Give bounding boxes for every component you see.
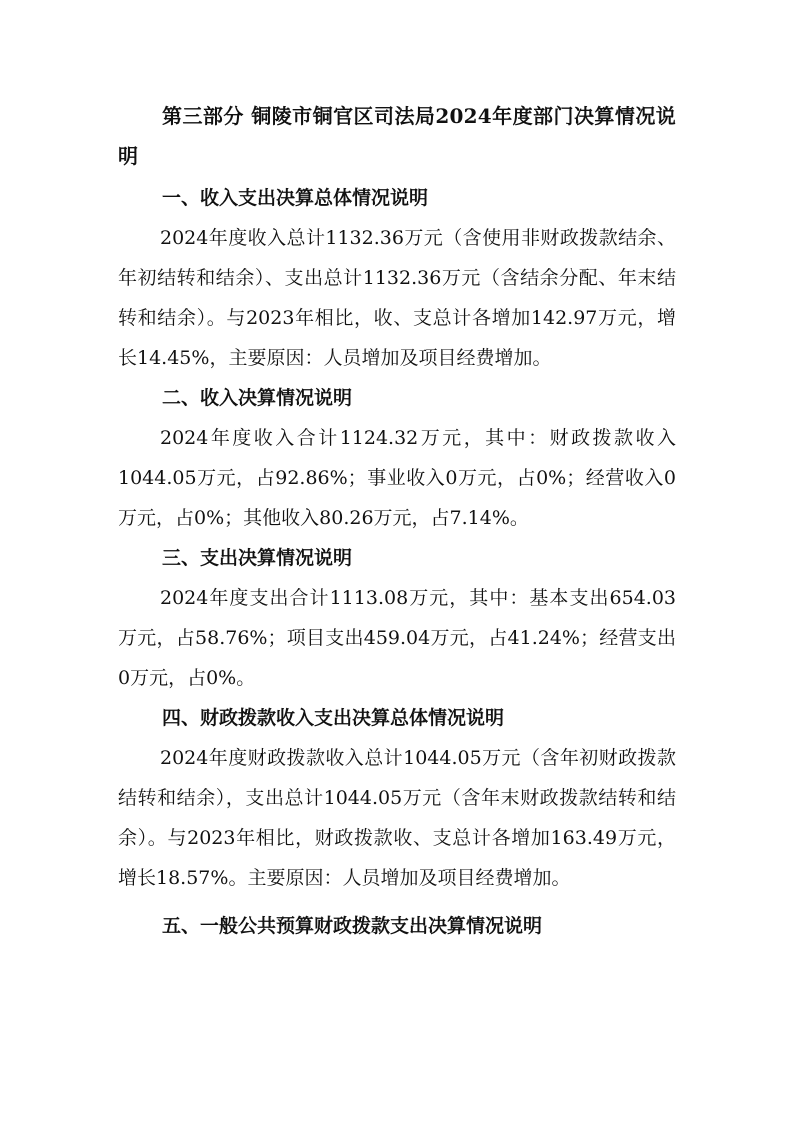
section-3-text: 2024年度支出合计1113.08万元，其中：基本支出654.03万元，占58.76%；项目支出459.04万元，占41.24%；经营支出0万元，占0%。 (118, 587, 676, 689)
section-5-heading: 五、一般公共预算财政拨款支出决算情况说明 (162, 915, 543, 937)
document-title: 第三部分 铜陵市铜官区司法局2024年度部门决算情况说明 (118, 104, 676, 168)
section-1-heading: 一、收入支出决算总体情况说明 (162, 187, 429, 209)
section-3-heading: 三、支出决算情况说明 (162, 547, 353, 569)
section-4-text: 2024年度财政拨款收入总计1044.05万元（含年初财政拨款结转和结余），支出总计1044.05万元（含年末财政拨款结转和结余）。与2023年相比，财政拨款收、支总计各增加163.49万元，增长18.57%。主要原因：人员增加及项目经费增加。 (118, 747, 676, 889)
document-page (118, 96, 676, 946)
section-1-text: 2024年度收入总计1132.36万元（含使用非财政拨款结余、年初结转和结余）、支出总计1132.36万元（含结余分配、年末结转和结余）。与2023年相比，收、支总计各增加142.97万元，增长14.45%，主要原因：人员增加及项目经费增加。 (118, 227, 676, 369)
section-4-heading: 四、财政拨款收入支出决算总体情况说明 (162, 707, 505, 729)
section-2-heading: 二、收入决算情况说明 (162, 387, 353, 409)
section-2-text: 2024年度收入合计1124.32万元，其中：财政拨款收入1044.05万元，占92.86%；事业收入0万元，占0%；经营收入0万元，占0%；其他收入80.26万元，占7.14%。 (118, 427, 676, 529)
